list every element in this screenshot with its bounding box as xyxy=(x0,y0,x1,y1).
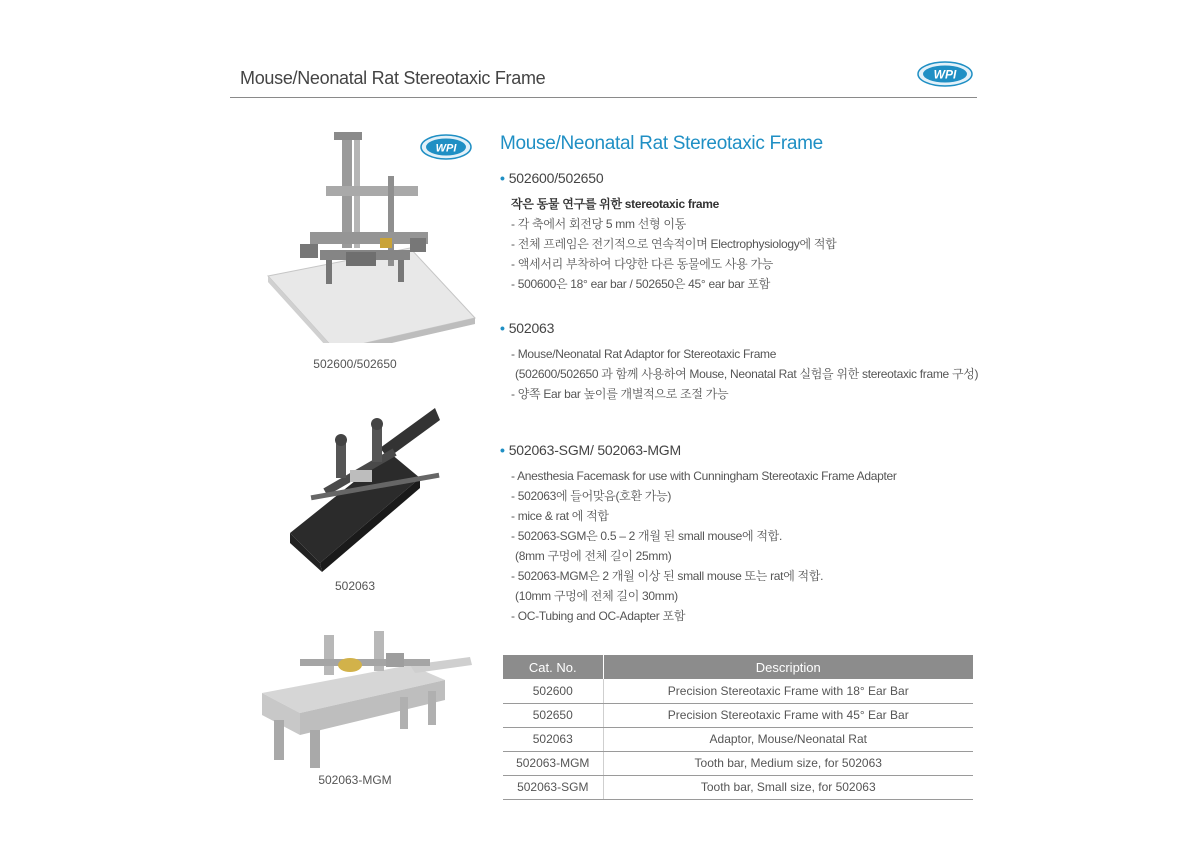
section-heading: • 502063-SGM/ 502063-MGM xyxy=(500,442,681,458)
column-header-description: Description xyxy=(603,655,973,679)
wpi-logo-text: WPI xyxy=(933,67,957,82)
adaptor-image xyxy=(260,398,480,578)
product-caption: 502063 xyxy=(334,579,376,593)
wpi-logo xyxy=(420,134,472,160)
product-caption: 502063-MGM xyxy=(318,773,392,787)
product-description xyxy=(500,130,990,623)
stereotaxic-frame-image xyxy=(260,128,480,348)
section-line: - 502063에 들어맞음(호환 가능) xyxy=(511,489,672,503)
section-line: - Anesthesia Facemask for use with Cunningham Stereotaxic Frame Adapter xyxy=(511,469,897,483)
table-row xyxy=(503,775,973,799)
bullet-icon: • xyxy=(500,170,505,186)
cat-no-cell: 502063 xyxy=(503,727,603,751)
section-line: 작은 동물 연구를 위한 stereotaxic frame xyxy=(511,197,720,211)
section-line: - 전체 프레임은 전기적으로 연속적이며 Electrophysiology에 적합 xyxy=(511,237,837,251)
facemask-image xyxy=(260,625,480,775)
wpi-logo xyxy=(917,60,973,88)
description-cell: Adaptor, Mouse/Neonatal Rat xyxy=(603,727,973,751)
description-cell: Tooth bar, Small size, for 502063 xyxy=(603,775,973,799)
section-line: - mice & rat 에 적합 xyxy=(511,509,609,523)
page-title: Mouse/Neonatal Rat Stereotaxic Frame xyxy=(240,68,546,88)
section-heading: • 502063 xyxy=(500,320,555,336)
table-row xyxy=(503,727,973,751)
catalog-table xyxy=(503,655,973,800)
section-line: - 502063-MGM은 2 개월 이상 된 small mouse 또는 rat에 적합. xyxy=(511,569,824,583)
section-line: - 양쪽 Ear bar 높이를 개별적으로 조절 가능 xyxy=(511,387,729,401)
product-title: Mouse/Neonatal Rat Stereotaxic Frame xyxy=(500,133,823,154)
description-cell: Tooth bar, Medium size, for 502063 xyxy=(603,751,973,775)
wpi-logo-text: WPI xyxy=(435,142,457,155)
section-line: - 액세서리 부착하여 다양한 다른 동물에도 사용 가능 xyxy=(511,257,774,271)
section-line: (10mm 구멍에 전체 길이 30mm) xyxy=(515,589,678,603)
product-caption: 502600/502650 xyxy=(313,357,397,371)
section-line: - 500600은 18° ear bar / 502650은 45° ear bar 포함 xyxy=(511,277,770,291)
table-header-row xyxy=(503,655,973,679)
section-heading: • 502600/502650 xyxy=(500,170,604,186)
section-line: - OC-Tubing and OC-Adapter 포함 xyxy=(511,609,686,623)
table-row xyxy=(503,679,973,703)
table-row xyxy=(503,751,973,775)
section-502600 xyxy=(500,170,990,294)
column-header-cat-no: Cat. No. xyxy=(503,655,603,679)
description-cell: Precision Stereotaxic Frame with 45° Ear Bar xyxy=(603,703,973,727)
section-line: - 각 축에서 회전당 5 mm 선형 이동 xyxy=(511,217,686,231)
cat-no-cell: 502600 xyxy=(503,679,603,703)
cat-no-cell: 502063-SGM xyxy=(503,775,603,799)
page-header xyxy=(230,58,977,98)
section-line: - 502063-SGM은 0.5 – 2 개월 된 small mouse에 적합. xyxy=(511,529,783,543)
cat-no-cell: 502650 xyxy=(503,703,603,727)
section-502063-sgm-mgm xyxy=(500,442,990,626)
table-row xyxy=(503,703,973,727)
cat-no-cell: 502063-MGM xyxy=(503,751,603,775)
section-line: - Mouse/Neonatal Rat Adaptor for Stereotaxic Frame xyxy=(511,347,777,361)
description-cell: Precision Stereotaxic Frame with 18° Ear Bar xyxy=(603,679,973,703)
bullet-icon: • xyxy=(500,442,505,458)
section-line: (502600/502650 과 함께 사용하여 Mouse, Neonatal Rat 실험을 위한 stereotaxic frame 구성) xyxy=(515,367,979,381)
section-line: (8mm 구멍에 전체 길이 25mm) xyxy=(515,549,672,563)
bullet-icon: • xyxy=(500,320,505,336)
section-502063 xyxy=(500,320,990,404)
